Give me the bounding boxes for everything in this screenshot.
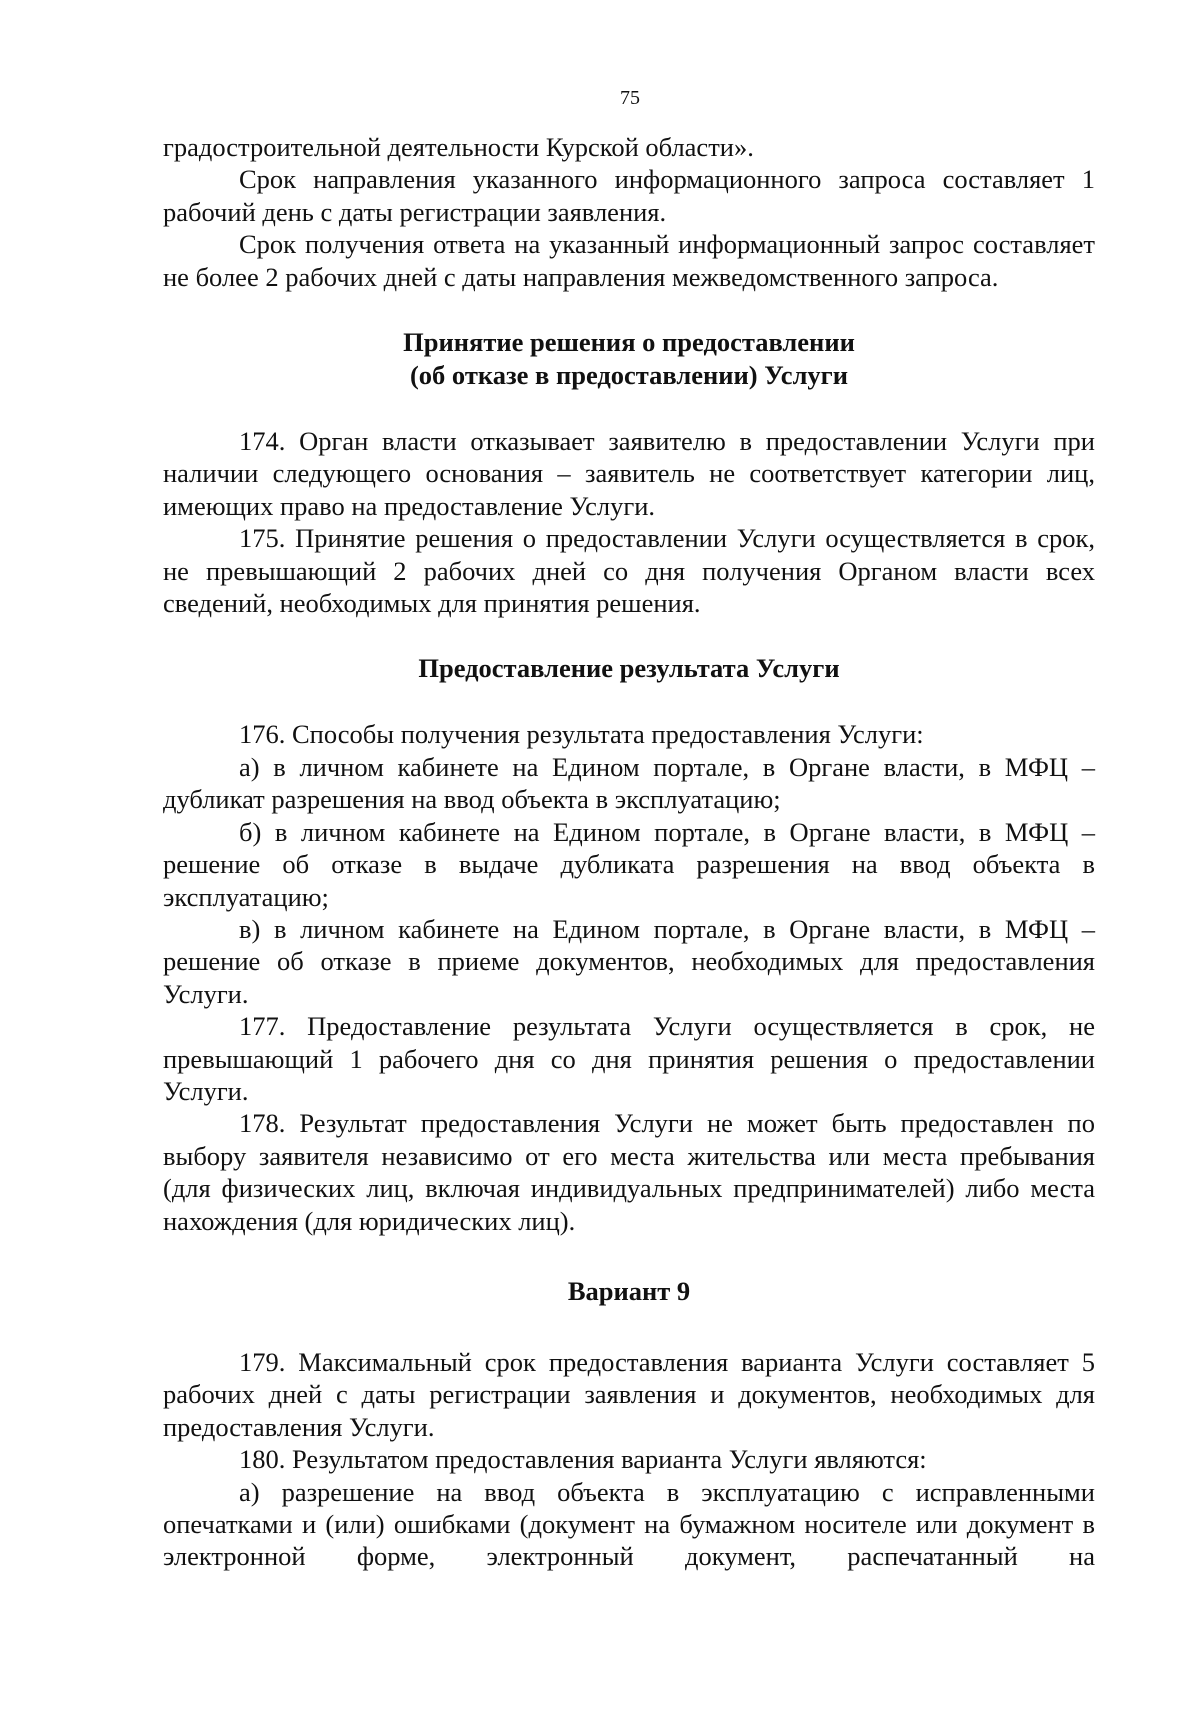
paragraph: градостроительной деятельности Курской области».: [163, 132, 754, 162]
paragraph-179: 179. Максимальный срок предоставления варианта Услуги составляет 5 рабочих дней с даты регистрации заявления и документов, необходимых для предоставления Услуги.: [163, 1346, 1095, 1442]
list-item-a: а) в личном кабинете на Едином портале, в Органе власти, в МФЦ – дубликат разрешения на ввод объекта в эксплуатацию;: [163, 751, 1095, 815]
paragraph-180: 180. Результатом предоставления варианта Услуги являются:: [239, 1444, 927, 1475]
paragraph: Срок направления указанного информационного запроса составляет 1 рабочий день с даты регистрации заявления.: [163, 164, 1095, 227]
page-number: 75: [620, 87, 640, 109]
document-body: [163, 131, 1095, 1573]
paragraph-174: 174. Орган власти отказывает заявителю в предоставлении Услуги при наличии следующего основания – заявитель не соответствует категории лиц, имеющих право на предоставление Услуги.: [163, 426, 1095, 521]
section-heading-variant: Вариант 9: [567, 1275, 691, 1306]
section-heading-result: Предоставление результата Услуги: [418, 653, 840, 684]
paragraph-177: 177. Предоставление результата Услуги осуществляется в срок, не превышающий 1 рабочего дня со дня принятия решения о предоставлении Услуги.: [163, 1011, 1095, 1106]
paragraph-176: 176. Способы получения результата предоставления Услуги:: [239, 719, 924, 750]
heading-line: (об отказе в предоставлении) Услуги: [409, 360, 848, 391]
list-item-b: б) в личном кабинете на Едином портале, в Органе власти, в МФЦ – решение об отказе в выдаче дубликата разрешения на ввод объекта в эксплуатацию;: [163, 816, 1095, 912]
list-item-a-variant: а) разрешение на ввод объекта в эксплуатацию с исправленными опечатками и (или) ошибками (документ на бумажном носителе или документ в электронной форме, электронный документ, распечатанный на: [163, 1476, 1095, 1572]
list-item-c: в) в личном кабинете на Едином портале, в Органе власти, в МФЦ – решение об отказе в приеме документов, необходимых для предоставления Услуги.: [163, 913, 1095, 1009]
paragraph-175: 175. Принятие решения о предоставлении Услуги осуществляется в срок, не превышающий 2 рабочих дней со дня получения Органом власти всех сведений, необходимых для принятия решения.: [163, 523, 1095, 619]
heading-line: Принятие решения о предоставлении: [403, 327, 855, 358]
paragraph: Срок получения ответа на указанный информационный запрос составляет не более 2 рабочих дней с даты направления межведомственного запроса.: [163, 229, 1095, 292]
paragraph-178: 178. Результат предоставления Услуги не может быть предоставлен по выбору заявителя независимо от его места жительства или места пребывания (для физических лиц, включая индивидуальных предпринимателей) либо места нахождения (для юридических лиц).: [163, 1108, 1095, 1236]
section-heading-decision: [163, 326, 1095, 392]
